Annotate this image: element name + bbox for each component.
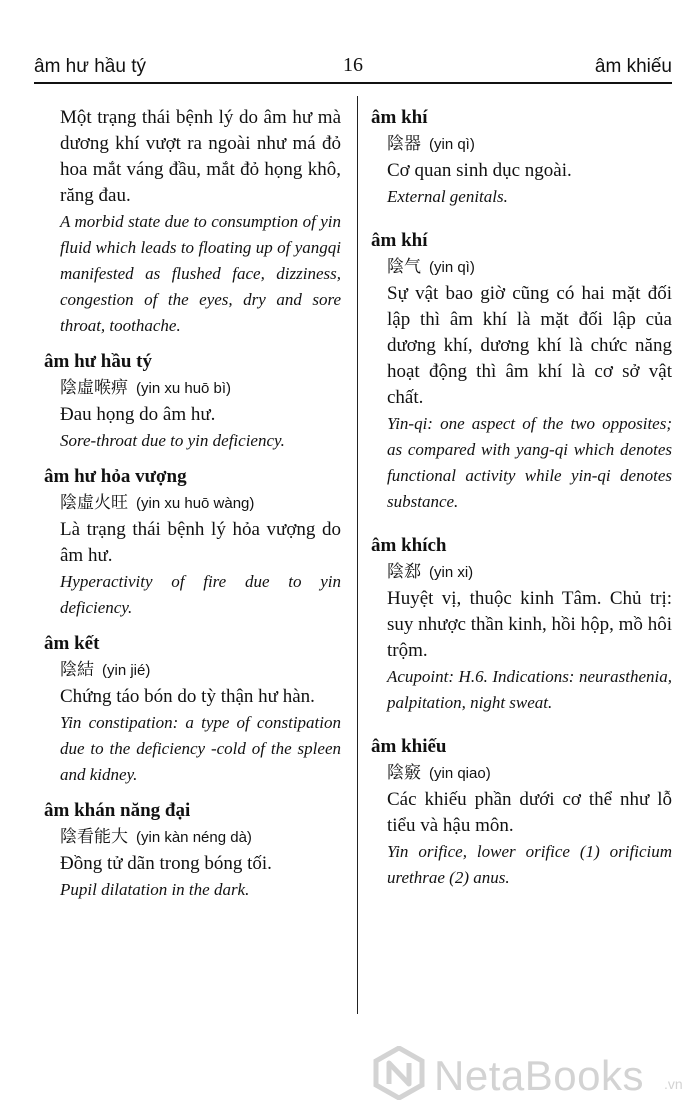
- entry-chinese: [371, 254, 672, 281]
- entry-vietnamese: Là trạng thái bệnh lý hỏa vượng do âm hư.: [60, 519, 341, 566]
- entry-headword: âm kết: [44, 633, 100, 654]
- entry-english: Acupoint: H.6. Indications: neurasthenia, palpitation, night sweat.: [387, 667, 672, 712]
- entry-hanzi: 陰虛火旺: [60, 493, 128, 513]
- watermark-text: NetaBooks: [434, 1052, 644, 1099]
- left-column: [44, 105, 341, 903]
- header-right-guideword: âm khiếu: [594, 56, 672, 77]
- entry-pinyin: (yin xu huō wàng): [136, 495, 255, 512]
- entry-vietnamese: Chứng táo bón do tỳ thận hư hàn.: [60, 686, 315, 707]
- entry-hanzi: 陰虛喉痹: [60, 378, 128, 398]
- entry-chinese: [371, 559, 672, 586]
- entry-chinese: [44, 490, 341, 517]
- entry-pinyin: (yin qiao): [429, 765, 491, 782]
- header-left-guideword: âm hư hầu tý: [34, 56, 146, 77]
- entry-hanzi: 陰看能大: [60, 827, 128, 847]
- entry-hanzi: 陰器: [387, 134, 421, 154]
- entry-vietnamese: Sự vật bao giờ cũng có hai mặt đối lập thì âm khí là mặt đối lập của dương khí, dương khí là chức năng hoạt động thì âm khí là cơ sở vật chất.: [387, 283, 672, 408]
- entry-vietnamese: Đồng tử dãn trong bóng tối.: [60, 853, 272, 874]
- entry-english: External genitals.: [387, 187, 508, 206]
- entry-headword: âm khiếu: [371, 736, 447, 757]
- entry-english: Sore-throat due to yin deficiency.: [60, 431, 285, 450]
- right-column: [371, 105, 672, 891]
- entry-english: Yin constipation: a type of constipation due to the deficiency -cold of the spleen and kidney.: [60, 713, 341, 784]
- entry-vietnamese: Đau họng do âm hư.: [60, 404, 216, 425]
- entry-headword: âm hư hỏa vượng: [44, 466, 187, 487]
- entry-hanzi: 陰竅: [387, 763, 421, 783]
- entry-english: Yin-qi: one aspect of the two opposites; as compared with yang-qi which denotes functional activity while yin-qi denotes substance.: [387, 414, 672, 511]
- entry-headword: âm khí: [371, 230, 428, 251]
- dictionary-entry: [44, 631, 341, 788]
- entry-headword: âm hư hầu tý: [44, 351, 153, 372]
- entry-headword: âm khán năng đại: [44, 800, 191, 821]
- dictionary-entry: [44, 349, 341, 454]
- entry-vietnamese: Một trạng thái bệnh lý do âm hư mà dương khí vượt ra ngoài như má đỏ hoa mắt váng đầu, mắt đỏ họng khô, răng đau.: [60, 107, 341, 206]
- entry-pinyin: (yin xu huō bì): [136, 380, 232, 397]
- entry-english: Pupil dilatation in the dark.: [60, 880, 250, 899]
- entry-pinyin: (yin xi): [429, 564, 474, 581]
- column-divider: [357, 96, 358, 1014]
- entry-headword: âm khích: [371, 535, 447, 556]
- dictionary-entry: [44, 798, 341, 903]
- entry-english: Yin orifice, lower orifice (1) orificium urethrae (2) anus.: [387, 842, 672, 887]
- entry-hanzi: 陰結: [60, 660, 94, 680]
- entry-hanzi: 陰郄: [387, 562, 421, 582]
- dictionary-entry: [371, 533, 672, 716]
- dictionary-entry: [371, 734, 672, 891]
- continued-entry: [44, 105, 341, 339]
- entry-english: Hyperactivity of fire due to yin deficiency.: [60, 572, 341, 617]
- entry-pinyin: (yin jié): [102, 662, 151, 679]
- dictionary-entry: [371, 228, 672, 515]
- entry-chinese: [371, 760, 672, 787]
- entry-chinese: [44, 657, 341, 684]
- entry-chinese: [44, 824, 341, 851]
- entry-vietnamese: Các khiếu phần dưới cơ thể như lỗ tiểu và hậu môn.: [387, 789, 672, 836]
- dictionary-entry: [371, 105, 672, 210]
- entry-headword: âm khí: [371, 107, 428, 128]
- entry-chinese: [44, 375, 341, 402]
- watermark: [372, 1046, 692, 1106]
- entry-pinyin: (yin qì): [429, 259, 475, 276]
- entry-english: A morbid state due to consumption of yin fluid which leads to floating up of yangqi manifested as flushed face, dizziness, congestion of the eyes, dry and sore throat, toothache.: [60, 212, 341, 335]
- watermark-suffix: .vn: [664, 1076, 683, 1092]
- entry-vietnamese: Cơ quan sinh dục ngoài.: [387, 160, 572, 181]
- entry-hanzi: 陰气: [387, 257, 421, 277]
- entry-pinyin: (yin kàn néng dà): [136, 829, 252, 846]
- entry-pinyin: (yin qì): [429, 136, 475, 153]
- entry-vietnamese: Huyệt vị, thuộc kinh Tâm. Chủ trị: suy nhược thần kinh, hồi hộp, mồ hôi trộm.: [387, 588, 672, 661]
- netabooks-logo-icon: [372, 1046, 426, 1100]
- dictionary-entry: [44, 464, 341, 621]
- entry-chinese: [371, 131, 672, 158]
- page-header: [34, 52, 672, 84]
- page-number: 16: [343, 54, 363, 76]
